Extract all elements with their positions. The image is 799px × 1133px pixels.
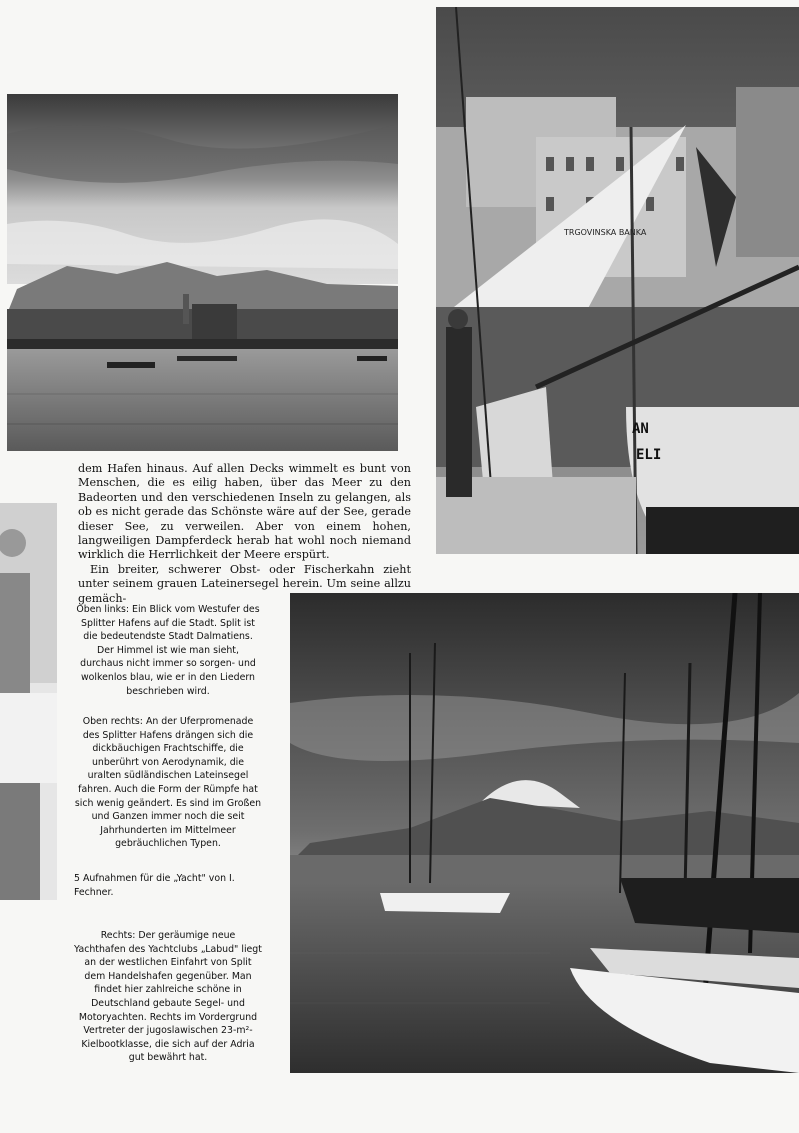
- caption-text: Oben rechts: An der Uferpromenade des Splitter Hafens drängen sich die dickbäuchigen Frachtschiffe, die unberührt von Aerodynamik, die uralten südländischen Lateinsegel fahren. Auch die Form der Rümpfe hat sich wenig geändert. Es sind im Großen und Ganzen immer noch die seit Jahrhunderten im Mittelmeer gebräuchlichen Typen.: [74, 716, 262, 850]
- article-body-text: [78, 462, 411, 606]
- caption-top-right: [74, 715, 262, 851]
- photo-uferpromenade-boats: [436, 7, 799, 554]
- hull-lettering-2: ELI: [636, 447, 662, 463]
- body-paragraph: dem Hafen hinaus. Auf allen Decks wimmelt es bunt von Menschen, die es eilig haben, über das Meer zu den Badeorten und den verschiedenen Inseln zu gelangen, als ob es nicht gerade das Schönste wäre auf der See, gerade dieser See, zu verweilen. Aber von einem hohen, langweiligen Dampferdeck herab hat wohl noch niemand wirklich die Herrlichkeit der Meere erspürt.: [78, 462, 411, 562]
- caption-text: Rechts: Der geräumige neue Yachthafen des Yachtclubs „Labud" liegt an der westlichen Einfahrt von Split dem Handelshafen gegenüber. Man findet hier zahlreiche schöne in Deutschland gebaute Segel- und Motoryachten. Rechts im Vordergrund Vertreter der jugoslawischen 23-m²-Kielbootklasse, die sich auf der Adria gut bewährt hat.: [74, 930, 262, 1064]
- photo-left-edge-strip: [0, 503, 57, 900]
- photo-yacht-harbour-labud: [290, 593, 799, 1073]
- caption-top-left: [74, 603, 262, 698]
- credit-text: 5 Aufnahmen für die „Yacht" von I. Fechner.: [74, 873, 235, 898]
- hull-lettering-1: AN: [632, 421, 649, 437]
- photo-credit: [74, 872, 262, 899]
- caption-right: [74, 929, 262, 1065]
- caption-text: Oben links: Ein Blick vom Westufer des Splitter Hafens auf die Stadt. Split ist die bedeutendste Stadt Dalmatiens. Der Himmel ist wie man sieht, durchaus nicht immer so sorgen- und wolkenlos blau, wie er in den Liedern beschrieben wird.: [76, 604, 260, 697]
- photo-split-harbour-view: [7, 94, 398, 451]
- body-paragraph: Ein breiter, schwerer Obst- oder Fischerkahn zieht unter seinem grauen Lateinersegel herein. Um seine allzu gemäch-: [78, 562, 411, 605]
- sign-trgovinska-banka: TRGOVINSKA BANKA: [564, 228, 647, 237]
